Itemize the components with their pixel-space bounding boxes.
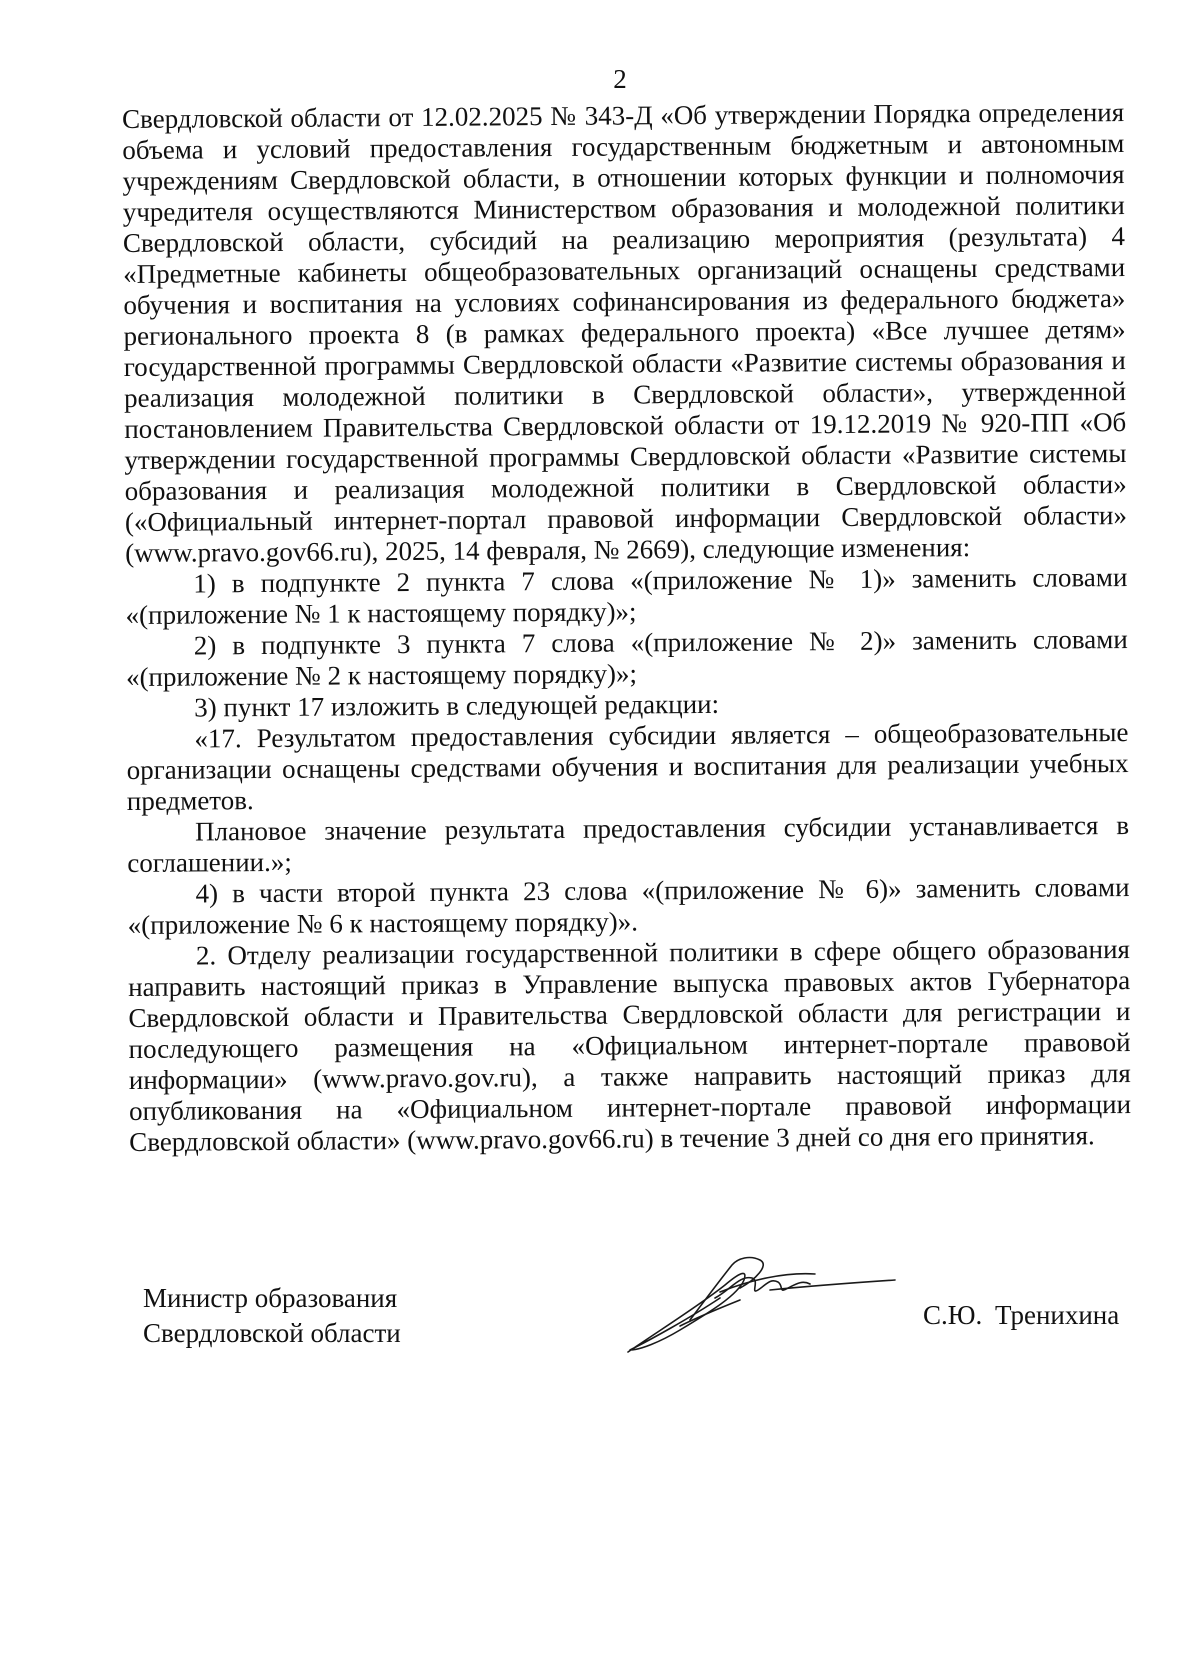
paragraph-item-2: 2) в подпункте 3 пункта 7 слова «(приложение № 2)» заменить словами «(приложение № 2 к настоящему порядку)»; xyxy=(125,623,1128,692)
paragraph-planned-value: Плановое значение результата предоставления субсидии устанавливается в соглашении.»; xyxy=(127,809,1130,878)
paragraph-item-1: 1) в подпункте 2 пункта 7 слова «(приложение № 1)» заменить словами «(приложение № 1 к настоящему порядку)»; xyxy=(125,561,1128,630)
signatory-name: С.Ю. Тренихина xyxy=(923,1300,1120,1330)
paragraph-point-2: 2. Отделу реализации государственной политики в сфере общего образования направить настоящий приказ в Управление выпуска правовых актов Губернатора Свердловской области и Правительства Свердловской области для регистрации и последующего размещения на «Официальном интернет-портале правовой информации» (www.pravo.gov.ru), а также направить настоящий приказ для опубликования на «Официальном интернет-портале правовой информации Свердловской области» (www.pravo.gov66.ru) в течение 3 дней со дня его принятия. xyxy=(128,933,1132,1157)
signatory-position-line-2: Свердловской области xyxy=(143,1318,401,1348)
handwritten-signature xyxy=(620,1250,900,1360)
signatory-position-line-1: Министр образования xyxy=(143,1283,398,1313)
paragraph-item-3: 3) пункт 17 изложить в следующей редакции: xyxy=(194,688,720,723)
paragraph-clause-17: «17. Результатом предоставления субсидии является – общеобразовательные организации оснащены средствами обучения и воспитания для реализации учебных предметов. xyxy=(126,716,1129,816)
document-body xyxy=(122,97,1131,1158)
signatory-position xyxy=(143,1281,401,1351)
paragraph-intro: Свердловской области от 12.02.2025 № 343-Д «Об утверждении Порядка определения объема и условий предоставления государственным бюджетным и автономным учреждениям Свердловской области, в отношении которых функции и полномочия учредителя осуществляются Министерством образования и молодежной политики Свердловской области, субсидий на реализацию мероприятия (результата) 4 «Предметные кабинеты общеобразовательных организаций оснащены средствами обучения и воспитания на условиях софинансирования из федерального бюджета» регионального проекта 8 (в рамках федерального проекта) «Все лучшее детям» государственной программы Свердловской области «Развитие системы образования и реализация молодежной политики в Свердловской области», утвержденной постановлением Правительства Свердловской области от 19.12.2019 № 920-ПП «Об утверждении государственной программы Свердловской области «Развитие системы образования и реализация молодежной политики в Свердловской области» («Официальный интернет-портал правовой информации Свердловской области» (www.pravo.gov66.ru), 2025, 14 февраля, № 2669), следующие изменения: xyxy=(122,97,1127,568)
paragraph-item-4: 4) в части второй пункта 23 слова «(приложение № 6)» заменить словами «(приложение № 6 к настоящему порядку)». xyxy=(127,871,1130,940)
page-number: 2 xyxy=(613,64,627,94)
